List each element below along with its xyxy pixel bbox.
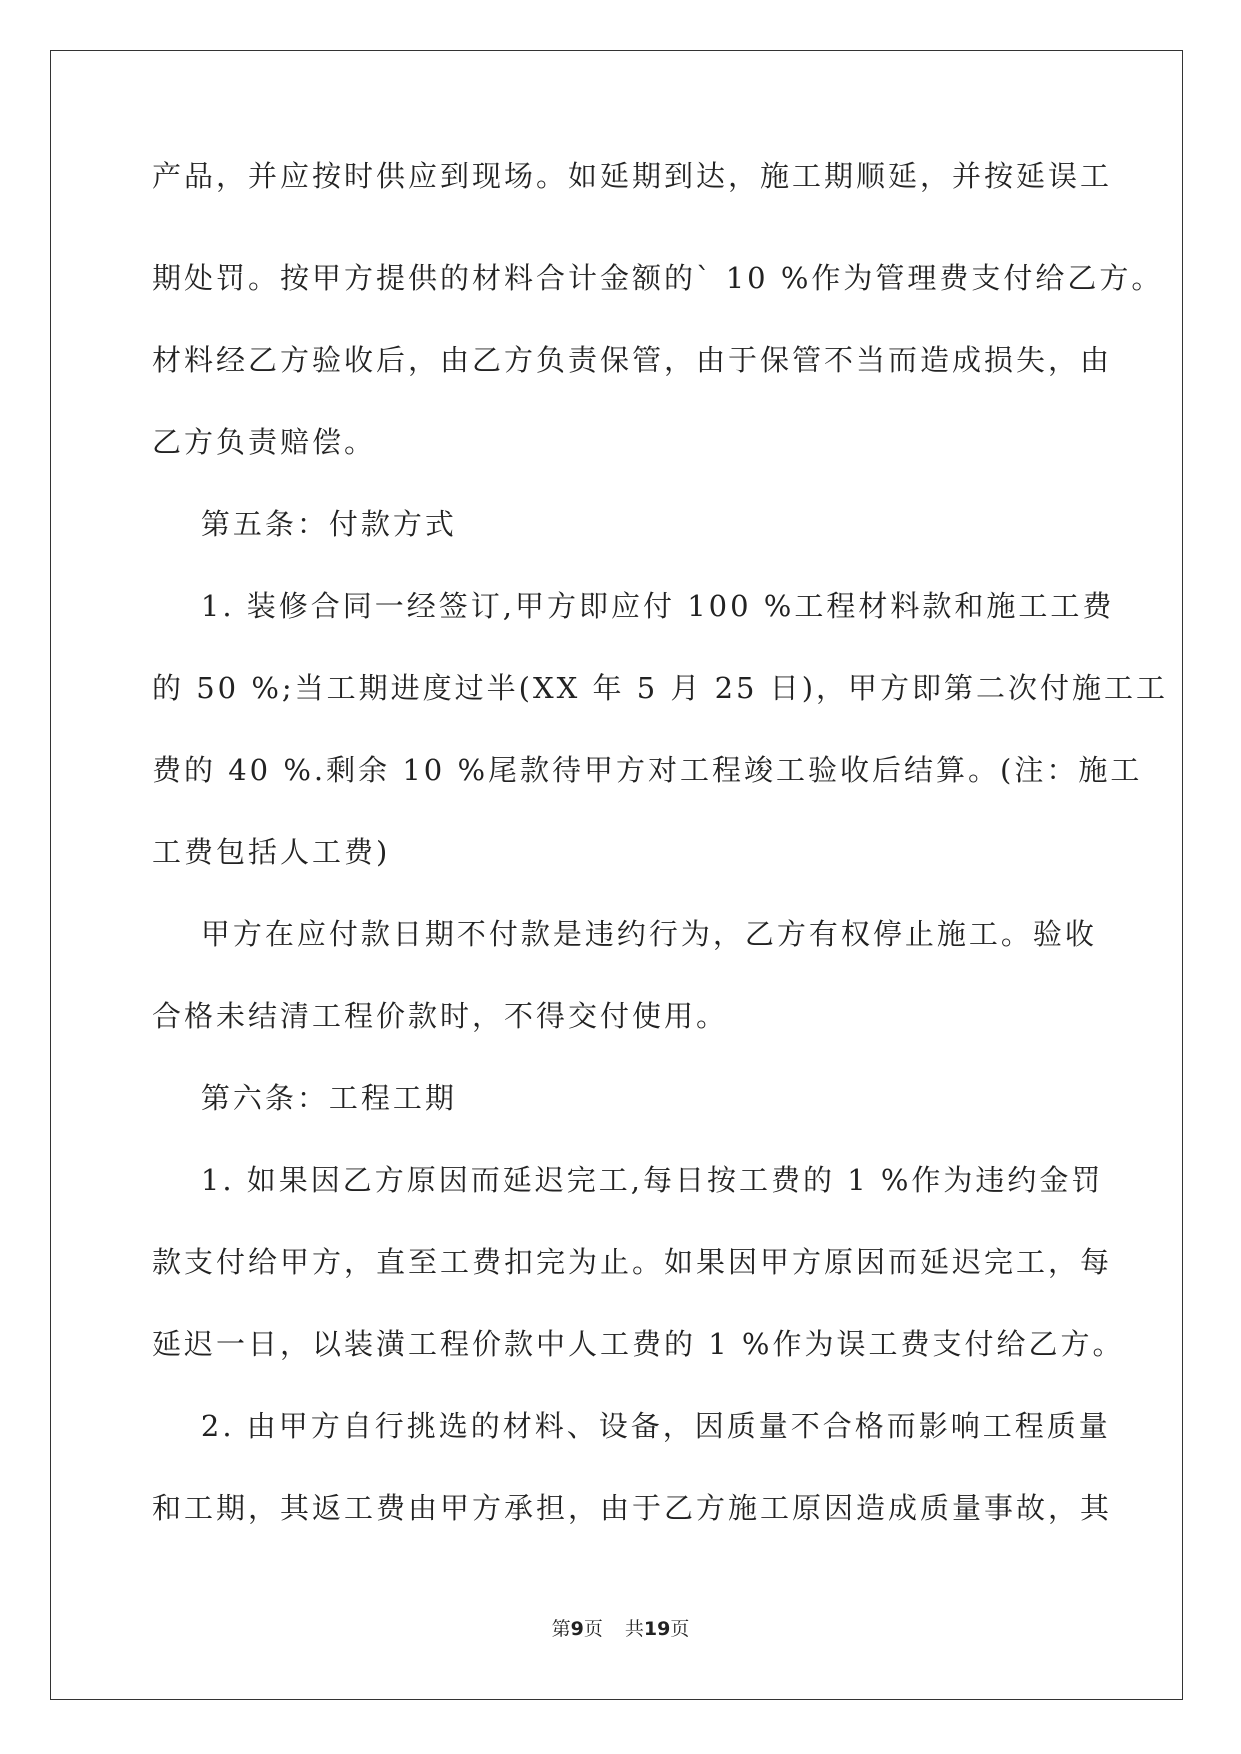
document-body [152,155,1169,1549]
text-line: 产品，并应按时供应到现场。如延期到达，施工期顺延，并按延误工 [152,159,1113,193]
text-line: 延迟一日，以装潢工程价款中人工费的 1 %作为误工费支付给乙方。 [152,1327,1125,1361]
text-line: 材料经乙方验收后，由乙方负责保管，由于保管不当而造成损失，由 [152,343,1113,377]
section-heading: 第五条：付款方式 [152,507,457,541]
total-prefix: 共 [624,1618,644,1640]
text-line: 期处罚。按甲方提供的材料合计金额的` 10 %作为管理费支付给乙方。 [152,261,1164,295]
page-prefix: 第 [551,1618,571,1640]
section-heading: 第六条：工程工期 [152,1081,457,1115]
page-number: 9 [570,1618,584,1640]
page-footer [0,1614,1241,1641]
text-line: 费的 40 %.剩余 10 %尾款待甲方对工程竣工验收后结算。(注：施工 [152,753,1143,787]
text-line: 甲方在应付款日期不付款是违约行为，乙方有权停止施工。验收 [152,917,1097,951]
total-pages: 19 [643,1618,671,1640]
text-line: 乙方负责赔偿。 [152,425,377,459]
page-suffix: 页 [583,1618,603,1640]
total-suffix: 页 [670,1618,690,1640]
text-line: 的 50 %;当工期进度过半(XX 年 5 月 25 日)，甲方即第二次付施工工 [152,671,1169,705]
text-line: 1. 如果因乙方原因而延迟完工,每日按工费的 1 %作为违约金罚 [152,1163,1104,1197]
text-line: 工费包括人工费) [152,835,391,869]
text-line: 1. 装修合同一经签订,甲方即应付 100 %工程材料款和施工工费 [152,589,1115,623]
text-line: 合格未结清工程价款时，不得交付使用。 [152,999,729,1033]
text-line: 和工期，其返工费由甲方承担，由于乙方施工原因造成质量事故，其 [152,1491,1113,1525]
text-line: 款支付给甲方，直至工费扣完为止。如果因甲方原因而延迟完工，每 [152,1245,1113,1279]
text-line: 2. 由甲方自行挑选的材料、设备，因质量不合格而影响工程质量 [152,1409,1111,1443]
